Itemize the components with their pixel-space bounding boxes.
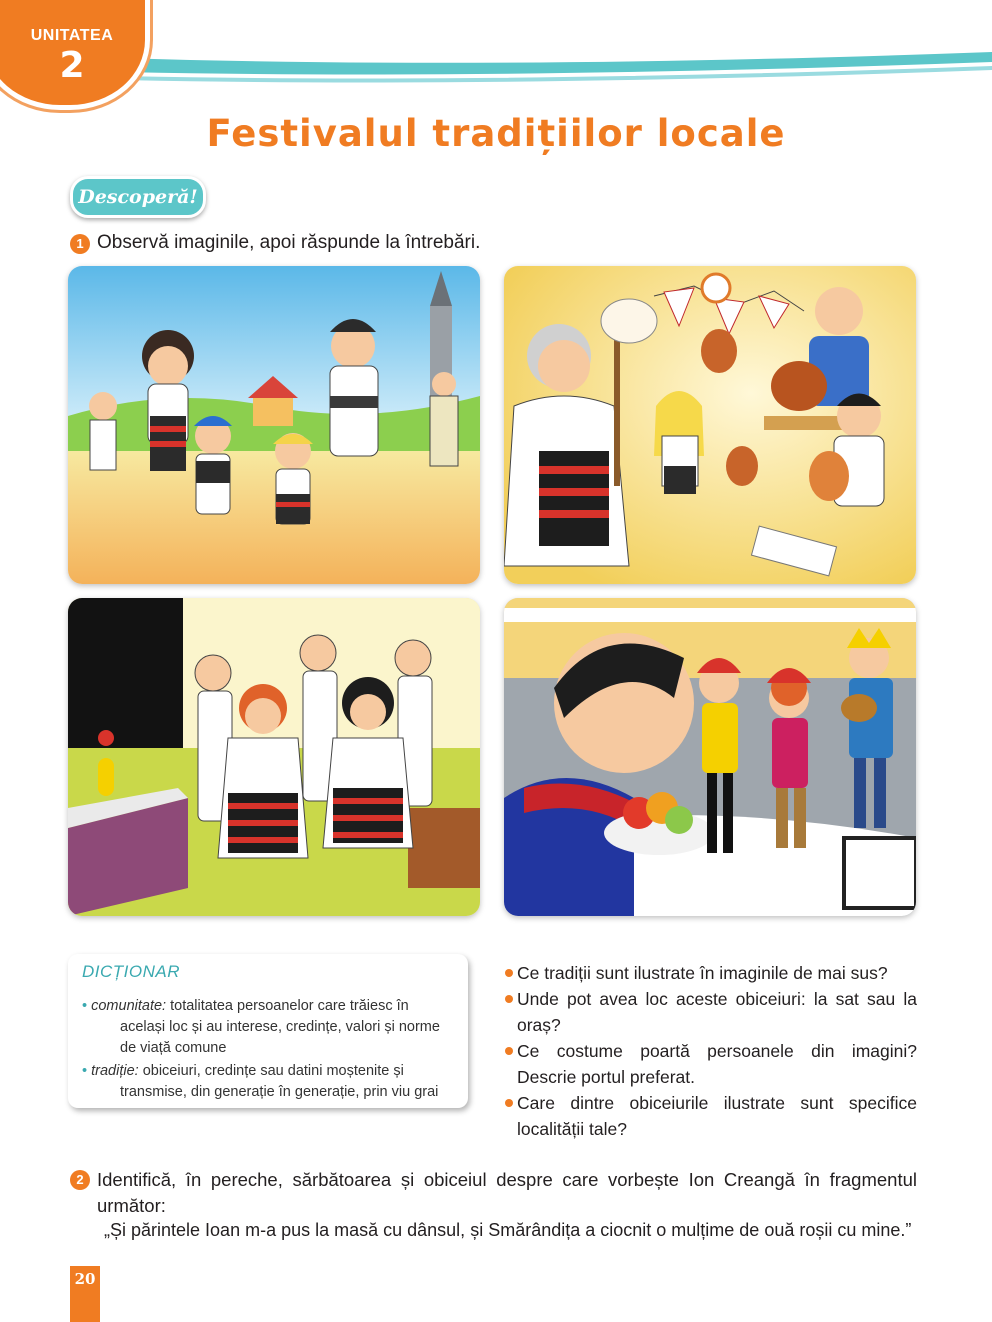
task-1-number: 1: [70, 234, 90, 254]
unit-number: 2: [59, 45, 85, 86]
dictionary-title: DICȚIONAR: [82, 962, 180, 981]
unit-label: UNITATEA: [30, 27, 114, 44]
discover-badge: Descoperă!: [70, 176, 206, 218]
unit-badge: [0, 0, 150, 110]
dictionary-entry-traditie: • tradiție: obiceiuri, credințe sau datini moștenite și transmise, din generație în generație, prin viu grai: [82, 1061, 454, 1103]
dictionary-definition-continuation: transmise, din generație în generație, prin viu grai: [120, 1084, 439, 1100]
questions-list: [505, 960, 917, 1142]
dictionary-definition: obiceiuri, credințe sau datini moștenite și: [138, 1063, 404, 1079]
creanga-quote: „Și părintele Ioan m-a pus la masă cu dânsul, și Smărândița a ciocnit o mulțime de ouă roșii cu mine.”: [104, 1220, 912, 1240]
page-number: 20: [74, 1270, 96, 1288]
question-item: Unde pot avea loc aceste obiceiuri: la sat sau la oraș?: [505, 986, 917, 1038]
dictionary-definition-continuation: același loc și au interese, credințe, valori și norme de viață comune: [120, 1019, 440, 1056]
illustration-school-performance: [68, 598, 480, 916]
dictionary-entry-comunitate: • comunitate: totalitatea persoanelor care trăiesc în același loc și au interese, credințe, valori și norme de viață comune: [82, 996, 454, 1059]
dictionary-term: comunitate:: [91, 998, 167, 1014]
dictionary-definition: totalitatea persoanelor care trăiesc în: [166, 998, 409, 1014]
question-item: Ce costume poartă persoanele din imagini? Descrie portul preferat.: [505, 1038, 917, 1090]
task-1-instruction: Observă imaginile, apoi răspunde la întrebări.: [97, 232, 481, 253]
illustration-traditional-crafts: [504, 266, 916, 584]
dictionary-term: tradiție:: [91, 1063, 139, 1079]
question-item: Care dintre obiceiurile ilustrate sunt specifice localității tale?: [505, 1090, 917, 1142]
task-2-number: 2: [70, 1170, 90, 1190]
dictionary-box: [68, 954, 468, 1108]
illustration-village-dance: [68, 266, 480, 584]
illustration-carol-singers: [504, 598, 916, 916]
question-item: Ce tradiții sunt ilustrate în imaginile de mai sus?: [505, 960, 917, 986]
task-2-instruction: Identifică, în pereche, sărbătoarea și obiceiul despre care vorbește Ion Creangă în fragmentul următor:: [97, 1169, 917, 1216]
page-title: Festivalul tradițiilor locale: [206, 112, 786, 155]
